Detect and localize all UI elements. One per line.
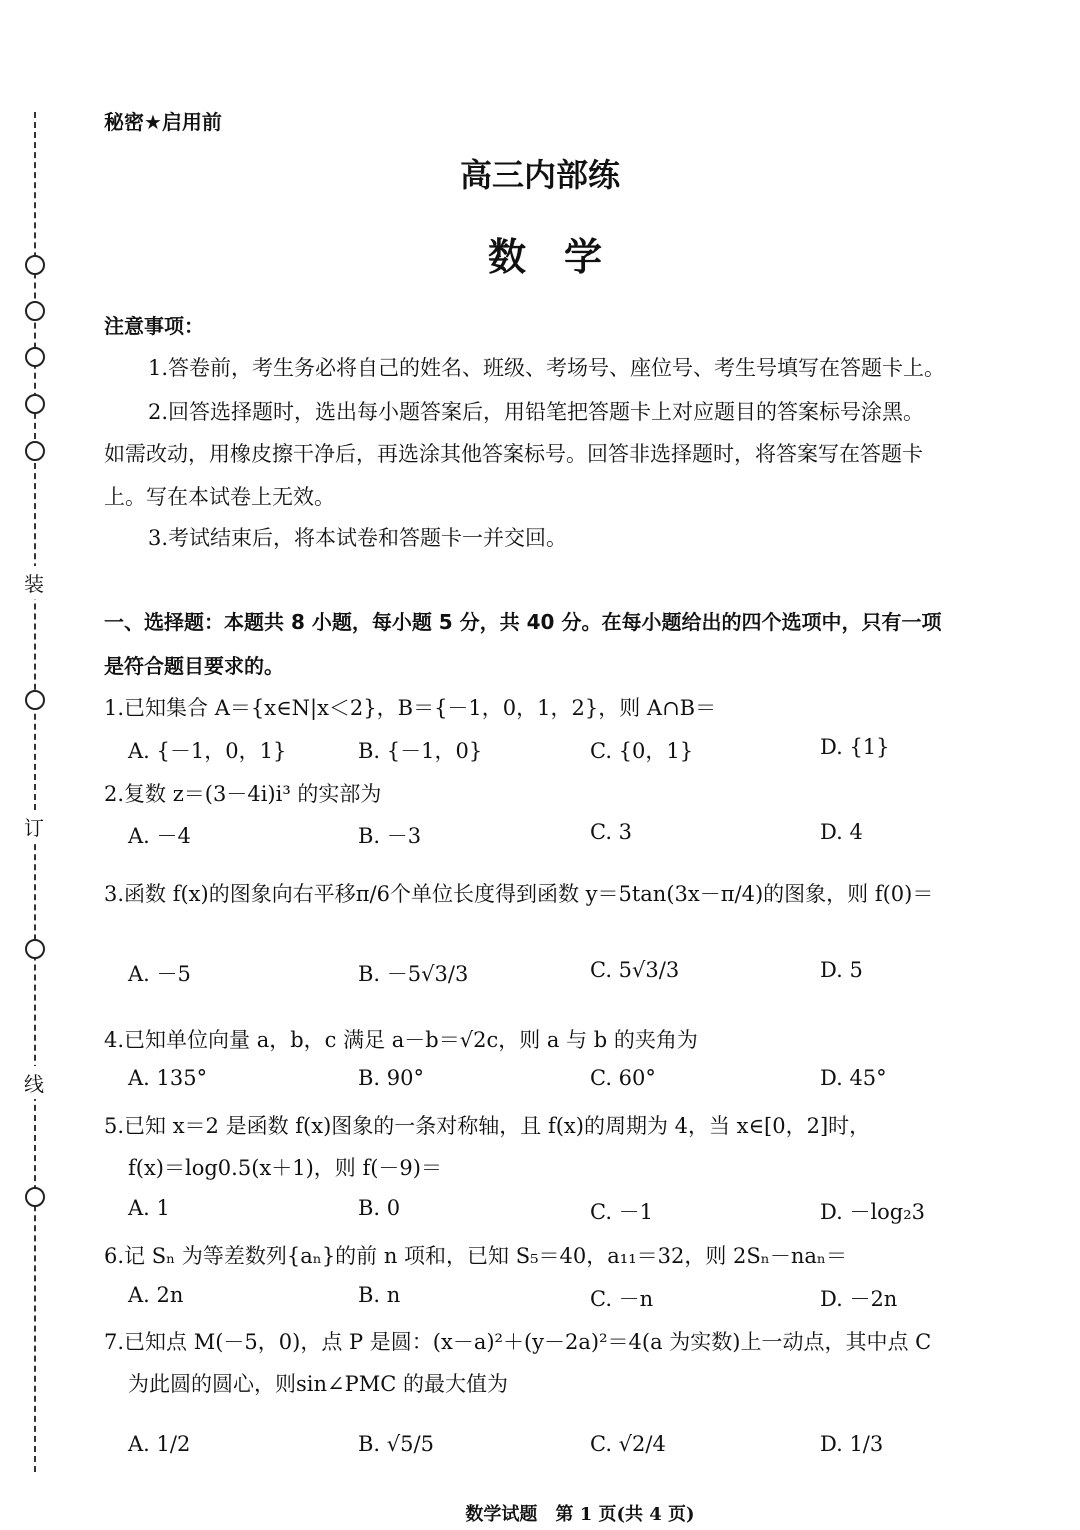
q3-option-a: A. －5	[128, 962, 191, 986]
q3-option-d: D. 5	[820, 958, 863, 982]
q1-option-b: B. {－1，0}	[358, 739, 483, 763]
question-3-stem: 3.函数 f(x)的图象向右平移π/6个单位长度得到函数 y＝5tan(3x－π/4)的图象，则 f(0)＝	[104, 882, 934, 906]
binding-char-ding: 订	[24, 810, 44, 843]
page-footer: 数学试题 第 1 页(共 4 页)	[465, 1504, 695, 1525]
notice-item-3: 3.考试结束后，将本试卷和答题卡一并交回。	[148, 526, 568, 550]
binding-char-xian: 线	[24, 1066, 44, 1099]
q5-option-d: D. －log₂3	[820, 1200, 926, 1224]
question-4-stem: 4.已知单位向量 a，b，c 满足 a－b＝√2c，则 a 与 b 的夹角为	[104, 1028, 698, 1052]
secret-mark: 秘密★启用前	[104, 110, 222, 134]
binding-hole	[25, 301, 45, 321]
notice-item-2-line2: 如需改动，用橡皮擦干净后，再选涂其他答案标号。回答非选择题时，将答案写在答题卡	[104, 442, 923, 466]
binding-hole	[25, 347, 45, 367]
q2-option-b: B. －3	[358, 824, 422, 848]
notice-item-1: 1.答卷前，考生务必将自己的姓名、班级、考场号、座位号、考生号填写在答题卡上。	[148, 356, 946, 380]
q1-option-d: D. {1}	[820, 735, 890, 759]
question-5-stem-line2: f(x)＝log0.5(x＋1)，则 f(－9)＝	[128, 1156, 442, 1180]
exam-title: 高三内部练	[459, 156, 620, 194]
section1-line2: 是符合题目要求的。	[104, 654, 284, 678]
q4-option-a: A. 135°	[128, 1066, 208, 1090]
q2-option-d: D. 4	[820, 820, 863, 844]
q4-option-b: B. 90°	[358, 1066, 425, 1090]
question-1-stem: 1.已知集合 A＝{x∈N|x＜2}，B＝{－1，0，1，2}，则 A∩B＝	[104, 696, 717, 720]
q6-option-a: A. 2n	[128, 1283, 184, 1307]
binding-hole	[25, 939, 45, 959]
q7-option-a: A. 1/2	[128, 1432, 191, 1456]
binding-char-zhuang: 装	[24, 566, 44, 599]
q5-option-c: C. －1	[590, 1200, 654, 1224]
q6-option-c: C. －n	[590, 1287, 654, 1311]
notice-item-2-line1: 2.回答选择题时，选出每小题答案后，用铅笔把答题卡上对应题目的答案标号涂黑。	[148, 400, 925, 424]
question-5-stem-line1: 5.已知 x＝2 是函数 f(x)图象的一条对称轴，且 f(x)的周期为 4，当 x∈[0，2]时，	[104, 1114, 871, 1138]
binding-hole	[25, 441, 45, 461]
q3-option-b: B. －5√3/3	[358, 962, 469, 986]
q7-option-b: B. √5/5	[358, 1432, 434, 1456]
q6-option-b: B. n	[358, 1283, 401, 1307]
q2-option-c: C. 3	[590, 820, 633, 844]
q3-option-c: C. 5√3/3	[590, 958, 680, 982]
binding-hole	[25, 394, 45, 414]
question-7-stem-line2: 为此圆的圆心，则sin∠PMC 的最大值为	[128, 1372, 508, 1396]
q7-option-c: C. √2/4	[590, 1432, 666, 1456]
subject-title: 数 学	[487, 234, 602, 279]
notice-heading: 注意事项：	[104, 314, 204, 338]
question-2-stem: 2.复数 z＝(3－4i)i³ 的实部为	[104, 782, 382, 806]
q4-option-d: D. 45°	[820, 1066, 887, 1090]
q6-option-d: D. －2n	[820, 1287, 898, 1311]
question-7-stem-line1: 7.已知点 M(－5，0)，点 P 是圆：(x－a)²＋(y－2a)²＝4(a 为实数)上一动点，其中点 C	[104, 1330, 932, 1354]
q5-option-b: B. 0	[358, 1196, 401, 1220]
binding-hole	[25, 1187, 45, 1207]
question-6-stem: 6.记 Sₙ 为等差数列{aₙ}的前 n 项和，已知 S₅＝40，a₁₁＝32，则 2Sₙ－naₙ＝	[104, 1244, 847, 1268]
notice-item-2-line3: 上。写在本试卷上无效。	[104, 485, 335, 509]
q7-option-d: D. 1/3	[820, 1432, 884, 1456]
binding-hole	[25, 690, 45, 710]
q1-option-a: A. {－1，0，1}	[128, 739, 287, 763]
q2-option-a: A. －4	[128, 824, 191, 848]
q1-option-c: C. {0，1}	[590, 739, 694, 763]
q5-option-a: A. 1	[128, 1196, 170, 1220]
section1-line1: 一、选择题：本题共 8 小题，每小题 5 分，共 40 分。在每小题给出的四个选项中，只有一项	[104, 610, 942, 634]
q4-option-c: C. 60°	[590, 1066, 656, 1090]
